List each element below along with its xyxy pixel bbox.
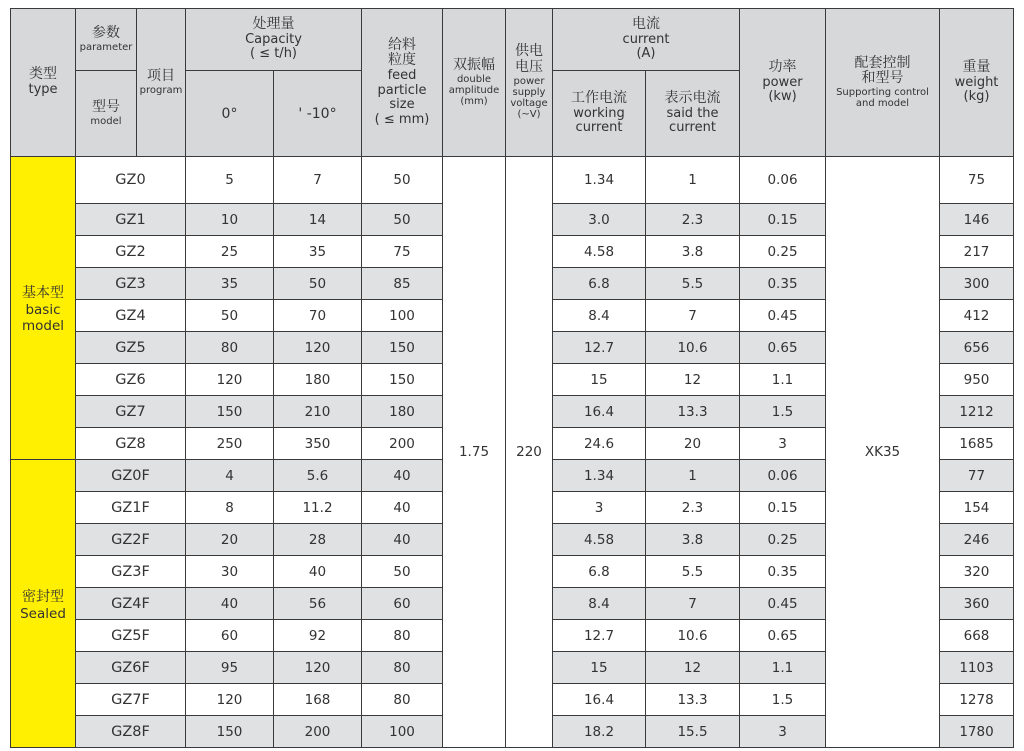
capacity-10deg-cell: 180 <box>274 364 362 396</box>
power-cell: 0.45 <box>740 300 826 332</box>
power-cell: 0.15 <box>740 492 826 524</box>
model-cell: GZ0 <box>76 157 186 204</box>
working-current-cell: 15 <box>553 652 646 684</box>
weight-header-zh: 重量 <box>962 59 991 76</box>
weight-cell: 246 <box>940 524 1014 556</box>
model-cell: GZ4F <box>76 588 186 620</box>
type-header <box>11 9 76 157</box>
voltage-header <box>506 9 553 157</box>
model-cell: GZ1F <box>76 492 186 524</box>
parameter-header-en: parameter <box>79 41 133 53</box>
power-cell: 0.65 <box>740 620 826 652</box>
working-current-cell: 4.58 <box>553 236 646 268</box>
capacity-10deg-cell: 168 <box>274 684 362 716</box>
feed-size-cell: 80 <box>362 620 443 652</box>
feed-header-en3: size <box>389 97 415 113</box>
power-cell: 0.06 <box>740 157 826 204</box>
weight-cell: 154 <box>940 492 1014 524</box>
feed-size-cell: 75 <box>362 236 443 268</box>
capacity-0deg-cell: 60 <box>186 620 274 652</box>
model-cell: GZ8F <box>76 716 186 748</box>
capacity-header-en: Capacity <box>245 31 302 47</box>
parameter-header-zh: 参数 <box>92 25 120 42</box>
feed-size-cell: 40 <box>362 460 443 492</box>
control-header-en2: and model <box>855 98 910 110</box>
capacity-10deg-cell: 56 <box>274 588 362 620</box>
feed-size-cell: 40 <box>362 524 443 556</box>
feed-size-cell: 150 <box>362 332 443 364</box>
feed-size-cell: 80 <box>362 684 443 716</box>
power-header-en: power <box>762 74 803 90</box>
feed-size-cell: 180 <box>362 396 443 428</box>
working-current-header <box>553 71 646 157</box>
feed-size-cell: 100 <box>362 716 443 748</box>
capacity-10deg-cell: 70 <box>274 300 362 332</box>
capacity-10deg-cell: 120 <box>274 652 362 684</box>
power-cell: 1.5 <box>740 684 826 716</box>
group-sealed-zh: 密封型 <box>22 588 64 605</box>
working-current-cell: 8.4 <box>553 300 646 332</box>
working-current-cell: 8.4 <box>553 588 646 620</box>
said-current-cell: 12 <box>646 652 740 684</box>
capacity-10deg-cell: 350 <box>274 428 362 460</box>
group-basic-en1: basic <box>25 302 61 318</box>
capacity-10deg-cell: 210 <box>274 396 362 428</box>
working-current-cell: 3 <box>553 492 646 524</box>
said-current-cell: 2.3 <box>646 492 740 524</box>
voltage-header-en1: power <box>513 75 545 87</box>
weight-header-unit: (kg) <box>963 89 990 105</box>
control-header-zh2: 和型号 <box>861 70 904 87</box>
type-header-zh: 类型 <box>29 66 57 83</box>
said-current-cell: 10.6 <box>646 620 740 652</box>
weight-header-en: weight <box>954 74 999 90</box>
model-cell: GZ1 <box>76 204 186 236</box>
model-cell: GZ6F <box>76 652 186 684</box>
working-current-cell: 18.2 <box>553 716 646 748</box>
working-current-cell: 24.6 <box>553 428 646 460</box>
power-cell: 0.25 <box>740 236 826 268</box>
model-cell: GZ2F <box>76 524 186 556</box>
power-cell: 0.25 <box>740 524 826 556</box>
feed-header-en1: feed <box>387 68 417 84</box>
power-cell: 0.65 <box>740 332 826 364</box>
feed-size-cell: 50 <box>362 556 443 588</box>
model-cell: GZ2 <box>76 236 186 268</box>
feed-size-cell: 150 <box>362 364 443 396</box>
model-cell: GZ3F <box>76 556 186 588</box>
power-cell: 0.35 <box>740 556 826 588</box>
power-cell: 0.35 <box>740 268 826 300</box>
feed-header-zh1: 给料 <box>388 36 416 53</box>
table-header <box>11 9 1014 157</box>
current-header <box>553 9 740 71</box>
capacity-0deg-cell: 35 <box>186 268 274 300</box>
capacity-header-zh: 处理量 <box>252 16 295 33</box>
feed-size-cell: 40 <box>362 492 443 524</box>
working-current-en2: current <box>575 120 623 136</box>
capacity-10deg-cell: 92 <box>274 620 362 652</box>
weight-cell: 1212 <box>940 396 1014 428</box>
parameter-header <box>76 9 137 71</box>
capacity-10deg-cell: 50 <box>274 268 362 300</box>
feed-size-cell: 85 <box>362 268 443 300</box>
control-merged-cell: XK35 <box>826 157 940 748</box>
working-current-cell: 12.7 <box>553 620 646 652</box>
feed-size-cell: 200 <box>362 428 443 460</box>
power-cell: 1.1 <box>740 364 826 396</box>
weight-cell: 1103 <box>940 652 1014 684</box>
weight-cell: 75 <box>940 157 1014 204</box>
table-row <box>11 157 1014 204</box>
table-body <box>11 157 1014 748</box>
capacity-10deg-label: ' -10° <box>298 106 337 123</box>
weight-cell: 300 <box>940 268 1014 300</box>
said-current-cell: 2.3 <box>646 204 740 236</box>
power-cell: 0.45 <box>740 588 826 620</box>
said-current-cell: 3.8 <box>646 524 740 556</box>
said-current-cell: 5.5 <box>646 268 740 300</box>
type-header-en: type <box>28 82 58 98</box>
working-current-cell: 16.4 <box>553 396 646 428</box>
amplitude-header-en2: amplitude <box>448 84 500 96</box>
weight-cell: 656 <box>940 332 1014 364</box>
capacity-10deg-cell: 5.6 <box>274 460 362 492</box>
working-current-zh: 工作电流 <box>571 90 627 107</box>
voltage-merged-cell: 220 <box>506 157 553 748</box>
group-basic-zh: 基本型 <box>22 285 64 301</box>
capacity-0deg-cell: 95 <box>186 652 274 684</box>
said-current-cell: 20 <box>646 428 740 460</box>
model-cell: GZ7 <box>76 396 186 428</box>
power-header-zh: 功率 <box>768 59 797 76</box>
power-cell: 1.5 <box>740 396 826 428</box>
said-current-cell: 13.3 <box>646 396 740 428</box>
working-current-cell: 1.34 <box>553 157 646 204</box>
capacity-0deg-cell: 25 <box>186 236 274 268</box>
capacity-0deg-cell: 10 <box>186 204 274 236</box>
capacity-0deg-cell: 50 <box>186 300 274 332</box>
capacity-header-unit: ( ≤ t/h) <box>249 46 298 62</box>
control-header-en1: Supporting control <box>836 86 929 98</box>
capacity-10deg-cell: 28 <box>274 524 362 556</box>
power-cell: 0.06 <box>740 460 826 492</box>
weight-cell: 217 <box>940 236 1014 268</box>
said-current-cell: 1 <box>646 157 740 204</box>
working-current-cell: 6.8 <box>553 556 646 588</box>
model-cell: GZ6 <box>76 364 186 396</box>
group-basic-en2: model <box>21 318 65 334</box>
group-sealed-en1: Sealed <box>20 605 66 622</box>
working-current-cell: 4.58 <box>553 524 646 556</box>
feed-size-cell: 100 <box>362 300 443 332</box>
weight-cell: 1278 <box>940 684 1014 716</box>
voltage-header-zh2: 电压 <box>515 59 543 76</box>
program-header <box>137 9 186 157</box>
said-current-en2: current <box>669 120 716 136</box>
control-header-zh1: 配套控制 <box>854 54 911 71</box>
capacity-0deg-cell: 150 <box>186 396 274 428</box>
capacity-0deg-cell: 150 <box>186 716 274 748</box>
power-cell: 0.15 <box>740 204 826 236</box>
working-current-cell: 3.0 <box>553 204 646 236</box>
capacity-10deg-cell: 120 <box>274 332 362 364</box>
weight-cell: 146 <box>940 204 1014 236</box>
feed-size-cell: 60 <box>362 588 443 620</box>
capacity-10deg-cell: 35 <box>274 236 362 268</box>
capacity-0deg-cell: 40 <box>186 588 274 620</box>
feed-header-zh2: 粒度 <box>388 52 416 69</box>
group-basic-model <box>11 157 76 460</box>
capacity-10deg-cell: 7 <box>274 157 362 204</box>
said-current-header <box>646 71 740 157</box>
capacity-0deg-cell: 4 <box>186 460 274 492</box>
weight-cell: 360 <box>940 588 1014 620</box>
amplitude-header-en1: double <box>456 73 492 85</box>
feed-header-unit: ( ≤ mm) <box>374 111 430 127</box>
capacity-10deg-cell: 200 <box>274 716 362 748</box>
power-header <box>740 9 826 157</box>
said-current-zh: 表示电流 <box>664 90 721 107</box>
said-current-cell: 1 <box>646 460 740 492</box>
said-current-cell: 5.5 <box>646 556 740 588</box>
feed-size-cell: 50 <box>362 204 443 236</box>
capacity-0deg-cell: 250 <box>186 428 274 460</box>
capacity-10deg-cell: 40 <box>274 556 362 588</box>
power-header-unit: (kw) <box>768 89 797 105</box>
amplitude-header-zh: 双振幅 <box>453 56 495 73</box>
feed-size-cell: 80 <box>362 652 443 684</box>
model-cell: GZ5F <box>76 620 186 652</box>
capacity-10deg-header <box>274 71 362 157</box>
said-current-cell: 10.6 <box>646 332 740 364</box>
weight-header <box>940 9 1014 157</box>
power-cell: 1.1 <box>740 652 826 684</box>
said-current-cell: 7 <box>646 300 740 332</box>
model-cell: GZ0F <box>76 460 186 492</box>
amplitude-header <box>443 9 506 157</box>
weight-cell: 412 <box>940 300 1014 332</box>
spec-table <box>10 8 1014 748</box>
capacity-0deg-cell: 5 <box>186 157 274 204</box>
said-current-cell: 15.5 <box>646 716 740 748</box>
working-current-cell: 16.4 <box>553 684 646 716</box>
feed-size-cell: 50 <box>362 157 443 204</box>
model-cell: GZ7F <box>76 684 186 716</box>
model-header-zh: 型号 <box>92 99 120 116</box>
program-header-en: program <box>139 84 183 96</box>
model-cell: GZ3 <box>76 268 186 300</box>
said-current-cell: 7 <box>646 588 740 620</box>
current-header-unit: (A) <box>636 46 656 62</box>
model-cell: GZ5 <box>76 332 186 364</box>
model-cell: GZ4 <box>76 300 186 332</box>
amplitude-merged-cell: 1.75 <box>443 157 506 748</box>
model-header-en: model <box>90 115 122 127</box>
working-current-cell: 6.8 <box>553 268 646 300</box>
power-cell: 3 <box>740 716 826 748</box>
capacity-0deg-cell: 30 <box>186 556 274 588</box>
working-current-en1: working <box>573 105 625 121</box>
capacity-0deg-cell: 20 <box>186 524 274 556</box>
said-current-cell: 3.8 <box>646 236 740 268</box>
weight-cell: 320 <box>940 556 1014 588</box>
feed-header-en2: particle <box>377 82 427 98</box>
said-current-cell: 13.3 <box>646 684 740 716</box>
model-header <box>76 71 137 157</box>
weight-cell: 668 <box>940 620 1014 652</box>
weight-cell: 1780 <box>940 716 1014 748</box>
capacity-0deg-header <box>186 71 274 157</box>
working-current-cell: 1.34 <box>553 460 646 492</box>
weight-cell: 1685 <box>940 428 1014 460</box>
voltage-header-en2: supply <box>512 86 546 98</box>
current-header-zh: 电流 <box>632 16 660 33</box>
voltage-header-zh1: 供电 <box>515 43 543 60</box>
capacity-0deg-cell: 8 <box>186 492 274 524</box>
working-current-cell: 15 <box>553 364 646 396</box>
capacity-10deg-cell: 14 <box>274 204 362 236</box>
said-current-cell: 12 <box>646 364 740 396</box>
capacity-0deg-cell: 120 <box>186 364 274 396</box>
voltage-header-en3: voltage <box>510 98 548 110</box>
model-cell: GZ8 <box>76 428 186 460</box>
capacity-0deg-label: 0° <box>221 106 238 123</box>
capacity-0deg-cell: 80 <box>186 332 274 364</box>
weight-cell: 77 <box>940 460 1014 492</box>
voltage-header-unit: (~V) <box>517 109 541 121</box>
program-header-zh: 项目 <box>147 68 175 85</box>
power-cell: 3 <box>740 428 826 460</box>
amplitude-header-unit: (mm) <box>460 95 488 107</box>
working-current-cell: 12.7 <box>553 332 646 364</box>
capacity-10deg-cell: 11.2 <box>274 492 362 524</box>
said-current-en1: said the <box>666 105 719 121</box>
feed-size-header <box>362 9 443 157</box>
control-header <box>826 9 940 157</box>
current-header-en: current <box>622 31 670 47</box>
capacity-header <box>186 9 362 71</box>
group-sealed <box>11 460 76 748</box>
weight-cell: 950 <box>940 364 1014 396</box>
capacity-0deg-cell: 120 <box>186 684 274 716</box>
